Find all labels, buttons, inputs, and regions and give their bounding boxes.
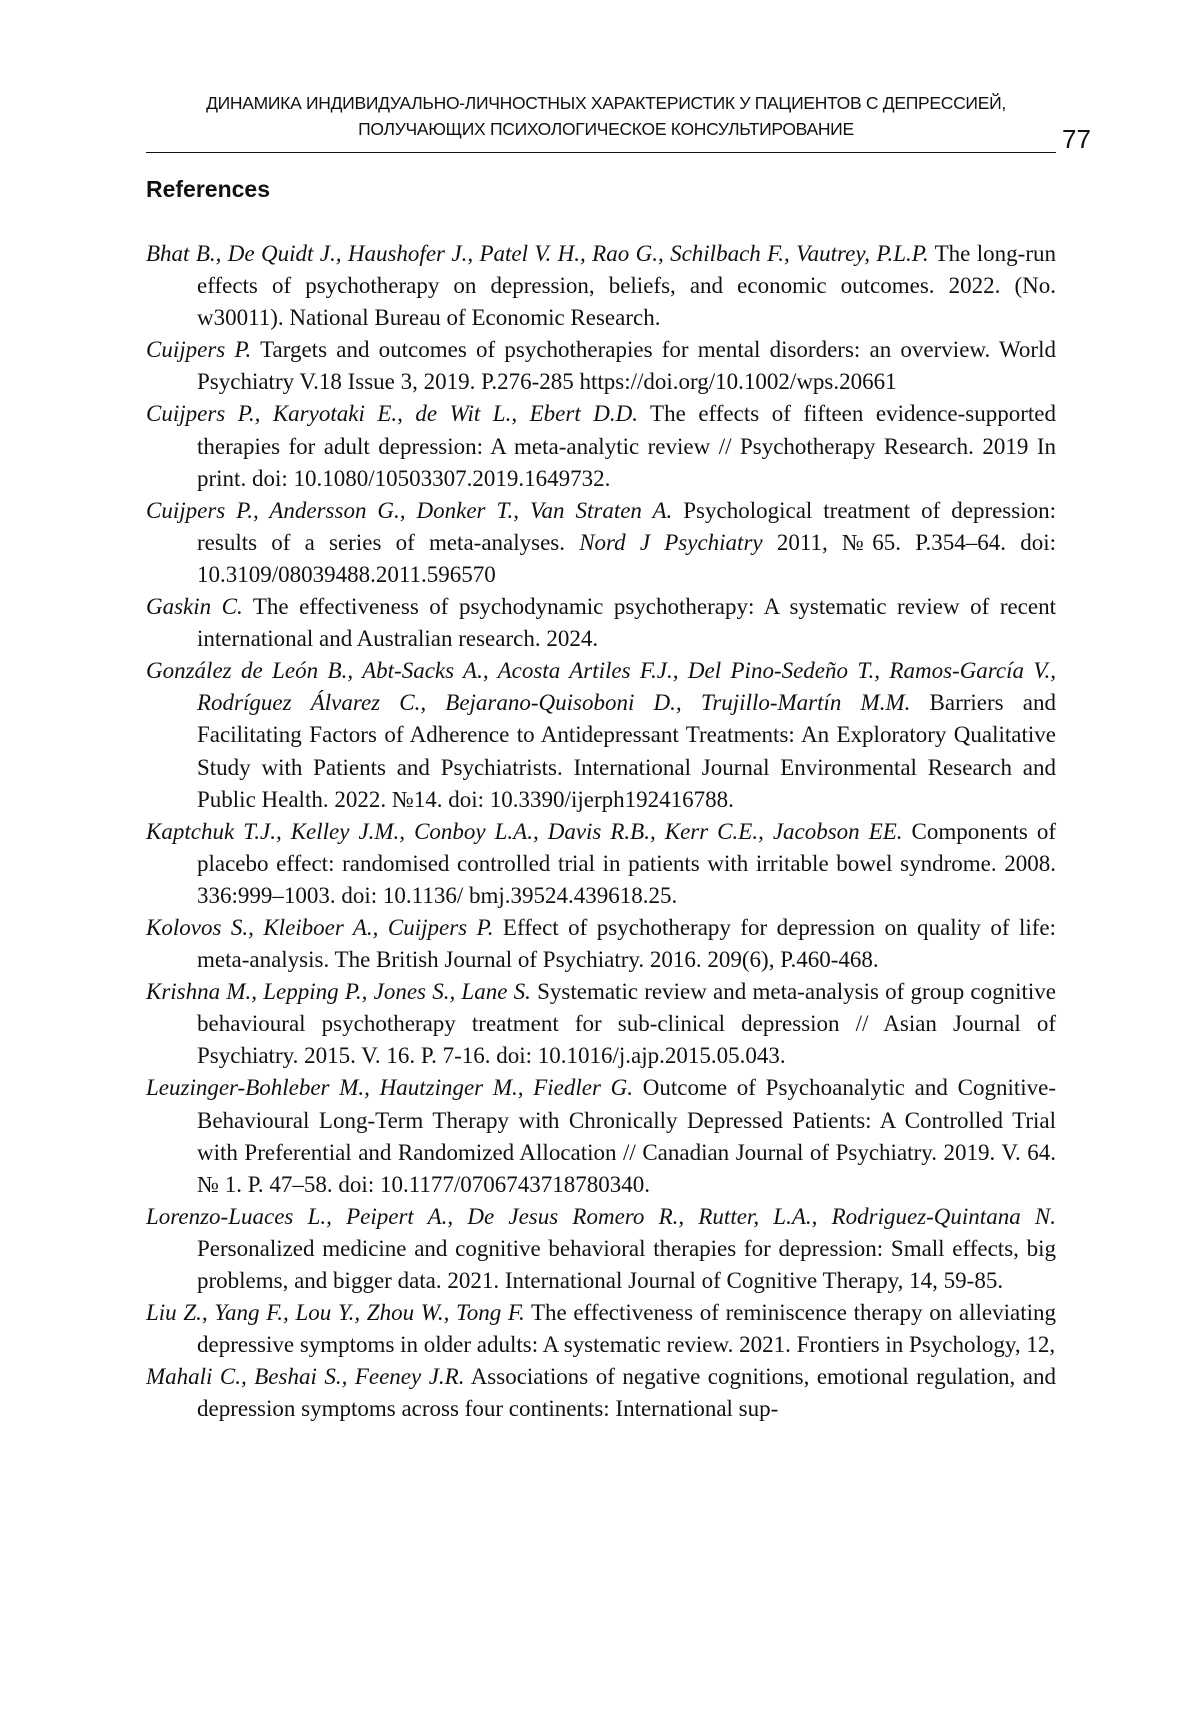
reference-item (146, 591, 1056, 655)
reference-journal: Nord J Psychiatry (579, 529, 763, 555)
reference-authors: Kolovos S., Kleiboer A., Cuijpers P. (146, 914, 494, 940)
running-title-line2: ПОЛУЧАЮЩИХ ПСИХОЛОГИЧЕСКОЕ КОНСУЛЬТИРОВАНИЕ (358, 119, 854, 139)
reference-authors: Bhat B., De Quidt J., Haushofer J., Patel V. H., Rao G., Schilbach F., Vautrey, P.L.P. (146, 241, 929, 266)
reference-item (146, 1201, 1056, 1297)
reference-item (146, 398, 1056, 494)
reference-item (146, 655, 1056, 815)
reference-authors: Cuijpers P. (146, 337, 252, 363)
reference-list (146, 238, 1056, 1425)
reference-authors: Kaptchuk T.J., Kelley J.M., Conboy L.A., Davis R.B., Kerr C.E., Jacobson EE. (146, 818, 903, 844)
reference-authors: González de León B., Abt-Sacks A., Acosta Artiles F.J., Del Pino-Sedeño T., Ramos-García V., Rodríguez Álvarez C., Bejarano-Quisoboni D., Trujillo-Martín M.M. (146, 658, 1056, 716)
reference-text: Associations of negative cognitions, emotional regulation, and depression symptoms across four continents: International sup- (197, 1364, 1056, 1422)
reference-authors: Leuzinger-Bohleber M., Hautzinger M., Fiedler G. (146, 1075, 634, 1101)
reference-text: Targets and outcomes of psychotherapies for mental disorders: an overview. World Psychiatry V.18 Issue 3, 2019. P.276-285 https://doi.org/10.1002/wps.20661 (197, 337, 1056, 395)
reference-text: The long-run effects of psychotherapy on depression, beliefs, and economic outcomes. 2022. (No. w30011). National Bureau of Economic Research. (197, 241, 1056, 331)
running-head (146, 90, 1066, 142)
reference-text: Outcome of Psychoanalytic and Cognitive-Behavioural Long-Term Therapy with Chronically Depressed Patients: A Controlled Trial with Preferential and Randomized Allocation // Canadian Journal of Psychiatry. 2019. V. 64. № 1. P. 47–58. doi: 10.1177/0706743718780340. (197, 1075, 1056, 1197)
page-number: 77 (1062, 124, 1091, 154)
reference-item (146, 495, 1056, 591)
reference-text: Personalized medicine and cognitive behavioral therapies for depression: Small effects, big problems, and bigger data. 2021. International Journal of Cognitive Therapy, 14, 59-85. (197, 1235, 1056, 1293)
reference-authors: Cuijpers P., Karyotaki E., de Wit L., Ebert D.D. (146, 401, 638, 427)
running-title-line1: ДИНАМИКА ИНДИВИДУАЛЬНО-ЛИЧНОСТНЫХ ХАРАКТЕРИСТИК У ПАЦИЕНТОВ С ДЕПРЕССИЕЙ, (206, 93, 1006, 113)
reference-authors: Liu Z., Yang F., Lou Y., Zhou W., Tong F. (146, 1300, 525, 1326)
header-rule (146, 152, 1056, 153)
reference-text: Components of placebo effect: randomised controlled trial in patients with irritable bowel syndrome. 2008. 336:999–1003. doi: 10.1136/ bmj.39524.439618.25. (197, 818, 1056, 908)
reference-authors: Mahali C., Beshai S., Feeney J.R. (146, 1364, 465, 1390)
reference-authors: Cuijpers P., Andersson G., Donker T., Van Straten A. (146, 497, 673, 523)
reference-text: The effectiveness of psychodynamic psychotherapy: A systematic review of recent international and Australian research. 2024. (197, 594, 1056, 652)
reference-item (146, 1072, 1056, 1200)
reference-item (146, 912, 1056, 976)
reference-text: The effects of fifteen evidence-supported therapies for adult depression: A meta-analytic review // Psychotherapy Research. 2019 In print. doi: 10.1080/10503307.2019.1649732. (197, 401, 1056, 491)
reference-text: The effectiveness of reminiscence therapy on alleviating depressive symptoms in older adults: A systematic review. 2021. Frontiers in Psychology, 12, (197, 1300, 1056, 1358)
reference-item (146, 238, 1056, 334)
reference-text: Systematic review and meta-analysis of group cognitive behavioural psychotherapy treatment for sub-clinical depression // Asian Journal of Psychiatry. 2015. V. 16. P. 7-16. doi: 10.1016/j.ajp.2015.05.043. (197, 979, 1056, 1069)
reference-text: Psychological treatment of depression: results of a series of meta-analyses. (197, 497, 1056, 555)
section-title: References (146, 176, 271, 202)
reference-text: Barriers and Facilitating Factors of Adherence to Antidepressant Treatments: An Exploratory Qualitative Study with Patients and Psychiatrists. International Journal Environmental Research and Public Health. 2022. №14. doi: 10.3390/ijerph192416788. (197, 690, 1056, 812)
reference-item (146, 816, 1056, 912)
reference-authors: Lorenzo-Luaces L., Peipert A., De Jesus Romero R., Rutter, L.A., Rodriguez-Quintana N. (146, 1203, 1056, 1229)
reference-text-continued: 2011, №65. P.354–64. doi: 10.3109/08039488.2011.596570 (197, 529, 1056, 587)
reference-text: Effect of psychotherapy for depression on quality of life: meta-analysis. The British Journal of Psychiatry. 2016. 209(6), P.460-468. (197, 914, 1057, 973)
reference-item (146, 334, 1056, 398)
reference-authors: Gaskin C. (146, 594, 243, 620)
reference-item (146, 976, 1056, 1072)
reference-item (146, 1297, 1056, 1361)
reference-authors: Krishna M., Lepping P., Jones S., Lane S. (146, 979, 531, 1005)
reference-item (146, 1361, 1056, 1425)
